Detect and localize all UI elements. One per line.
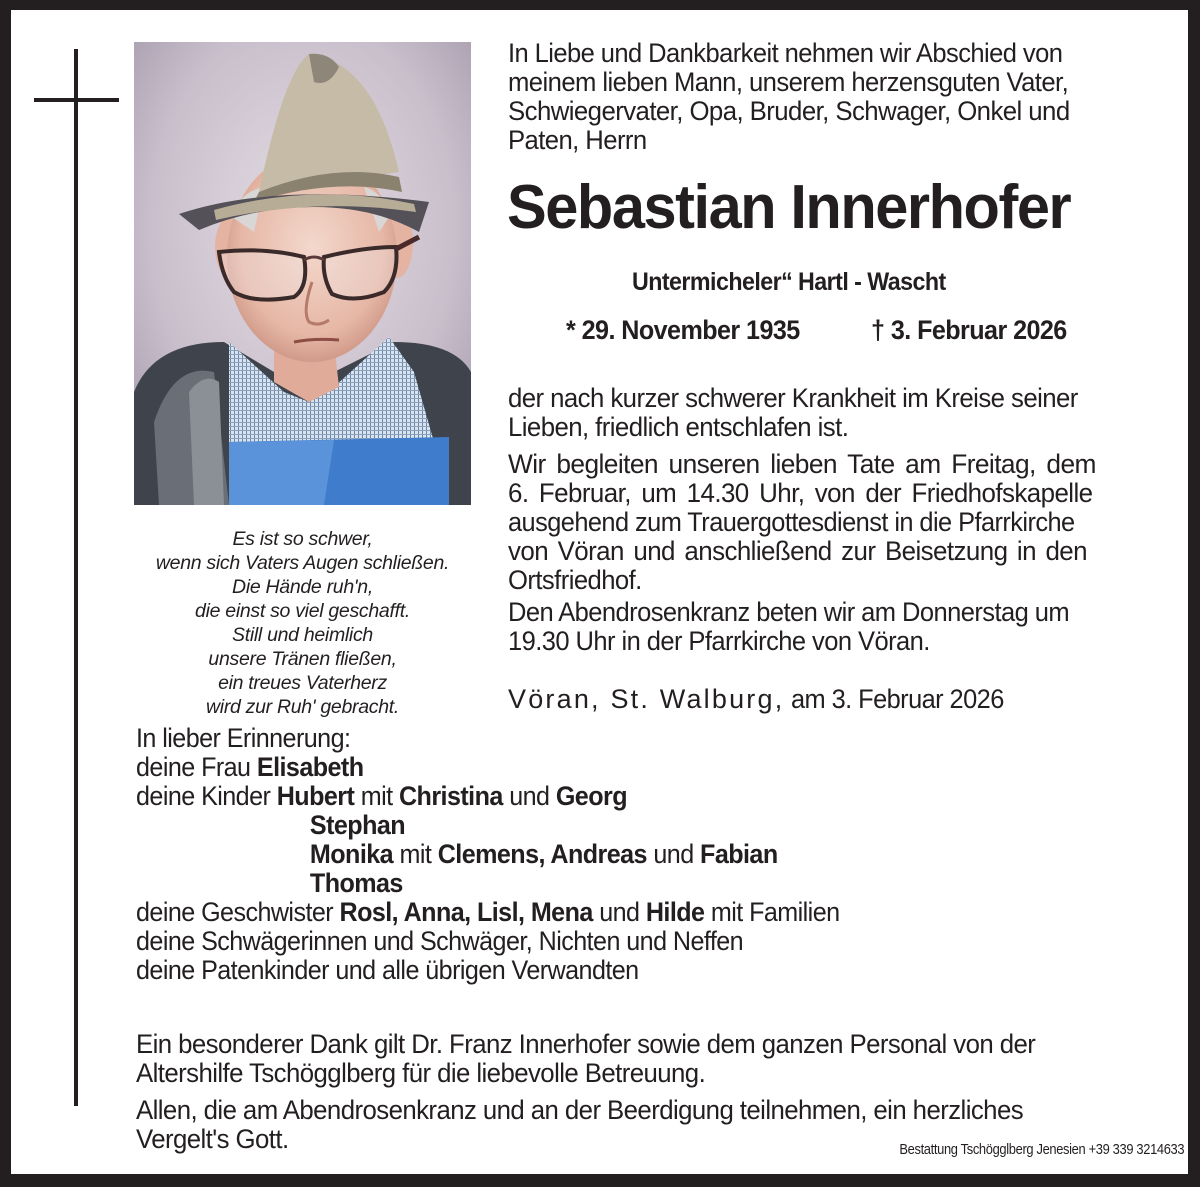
obituary-card bbox=[11, 10, 1188, 1174]
funeral-line: ausgehend zum Trauergottesdienst in die Pfarrkirche bbox=[508, 507, 1075, 537]
nickname: Untermicheler“ Hartl - Wascht bbox=[632, 268, 946, 296]
mourner-wife: deine Frau Elisabeth bbox=[136, 752, 364, 782]
special-thanks bbox=[136, 1030, 1078, 1088]
intro-text bbox=[508, 39, 1098, 155]
thanks-line: Vergelt's Gott. bbox=[136, 1124, 289, 1154]
grandchildren-names: Clemens, Andreas bbox=[437, 839, 647, 869]
mourner-children: deine Kinder Hubert mit Christina und Georg bbox=[136, 781, 627, 811]
rosary-line: 19.30 Uhr in der Pfarrkirche von Vöran. bbox=[508, 626, 930, 656]
sibling-names: Rosl, Anna, Lisl, Mena bbox=[339, 897, 593, 927]
thanks-line: Ein besonderer Dank gilt Dr. Franz Innerhofer sowie dem ganzen Personal von der bbox=[136, 1029, 1036, 1059]
funeral-line: Wir begleiten unseren lieben Tate am Freitag, dem bbox=[508, 449, 1096, 479]
poem-line: unsere Tränen fließen, bbox=[208, 648, 397, 670]
grandchild-name: Georg bbox=[555, 781, 627, 811]
deceased-name: Sebastian Innerhofer bbox=[507, 173, 1071, 242]
rosary-text bbox=[508, 598, 1102, 656]
child-name: Stephan bbox=[309, 810, 406, 840]
poem-line: wird zur Ruh' gebracht. bbox=[206, 696, 399, 718]
funeral-line: 6. Februar, um 14.30 Uhr, von der Friedhofskapelle bbox=[508, 478, 1093, 508]
poem bbox=[134, 527, 471, 719]
mourner-child-row bbox=[136, 811, 840, 840]
poem-line: Die Hände ruh'n, bbox=[232, 576, 373, 598]
mourner-godchildren: deine Patenkinder und alle übrigen Verwandten bbox=[136, 955, 639, 985]
child-name: Hubert bbox=[276, 781, 355, 811]
rosary-line: Den Abendrosenkranz beten wir am Donnerstag um bbox=[508, 597, 1070, 627]
place-date bbox=[508, 685, 1018, 714]
intro-line: Schwiegervater, Opa, Bruder, Schwager, Onkel und bbox=[508, 96, 1070, 126]
poem-line: die einst so viel geschafft. bbox=[195, 600, 410, 622]
mourners-heading: In lieber Erinnerung: bbox=[136, 723, 351, 753]
funeral-home-credit: Bestattung Tschögglberg Jenesien +39 339 3214633 bbox=[899, 1141, 1184, 1158]
poem-line: wenn sich Vaters Augen schließen. bbox=[155, 552, 450, 574]
place: Vöran, St. Walburg, bbox=[508, 684, 785, 714]
intro-line: meinem lieben Mann, unserem herzensguten Vater, bbox=[508, 67, 1069, 97]
passing-line: der nach kurzer schwerer Krankheit im Kreise seiner bbox=[508, 383, 1078, 413]
mourner-child-row bbox=[136, 869, 840, 898]
cross-crossbar bbox=[34, 98, 119, 102]
poem-line: Still und heimlich bbox=[232, 624, 373, 646]
death-date: † 3. Februar 2026 bbox=[871, 315, 1067, 345]
thanks-line: Allen, die am Abendrosenkranz und an der Beerdigung teilnehmen, ein herzliches bbox=[136, 1095, 1024, 1125]
cross-icon bbox=[74, 49, 78, 1106]
poem-line: Es ist so schwer, bbox=[232, 528, 373, 550]
funeral-line: Ortsfriedhof. bbox=[508, 565, 642, 595]
passing-text bbox=[508, 384, 1105, 442]
thanks-line: Altershilfe Tschögglberg für die liebevolle Betreuung. bbox=[136, 1058, 706, 1088]
birth-date: * 29. November 1935 bbox=[566, 315, 800, 345]
partner-name: Christina bbox=[398, 781, 503, 811]
passing-line: Lieben, friedlich entschlafen ist. bbox=[508, 412, 849, 442]
mourners-list bbox=[136, 724, 892, 985]
mourner-siblings: deine Geschwister Rosl, Anna, Lisl, Mena und Hilde mit Familien bbox=[136, 897, 840, 927]
intro-line: Paten, Herrn bbox=[508, 125, 647, 155]
funeral-line: von Vöran und anschließend zur Beisetzung in den bbox=[508, 536, 1087, 566]
child-name: Monika bbox=[309, 839, 394, 869]
portrait-photo bbox=[134, 42, 471, 505]
funeral-text bbox=[508, 450, 1117, 595]
mourner-inlaws: deine Schwägerinnen und Schwäger, Nichten und Neffen bbox=[136, 926, 744, 956]
mourner-child-row: Monika mit Clemens, Andreas und Fabian bbox=[309, 839, 778, 869]
intro-line: In Liebe und Dankbarkeit nehmen wir Abschied von bbox=[508, 38, 1063, 68]
child-name: Thomas bbox=[309, 868, 403, 898]
wife-name: Elisabeth bbox=[256, 752, 364, 782]
place-date-value: am 3. Februar 2026 bbox=[791, 684, 1005, 714]
grandchild-name: Fabian bbox=[700, 839, 778, 869]
poem-line: ein treues Vaterherz bbox=[218, 672, 387, 694]
sibling-name: Hilde bbox=[645, 897, 705, 927]
